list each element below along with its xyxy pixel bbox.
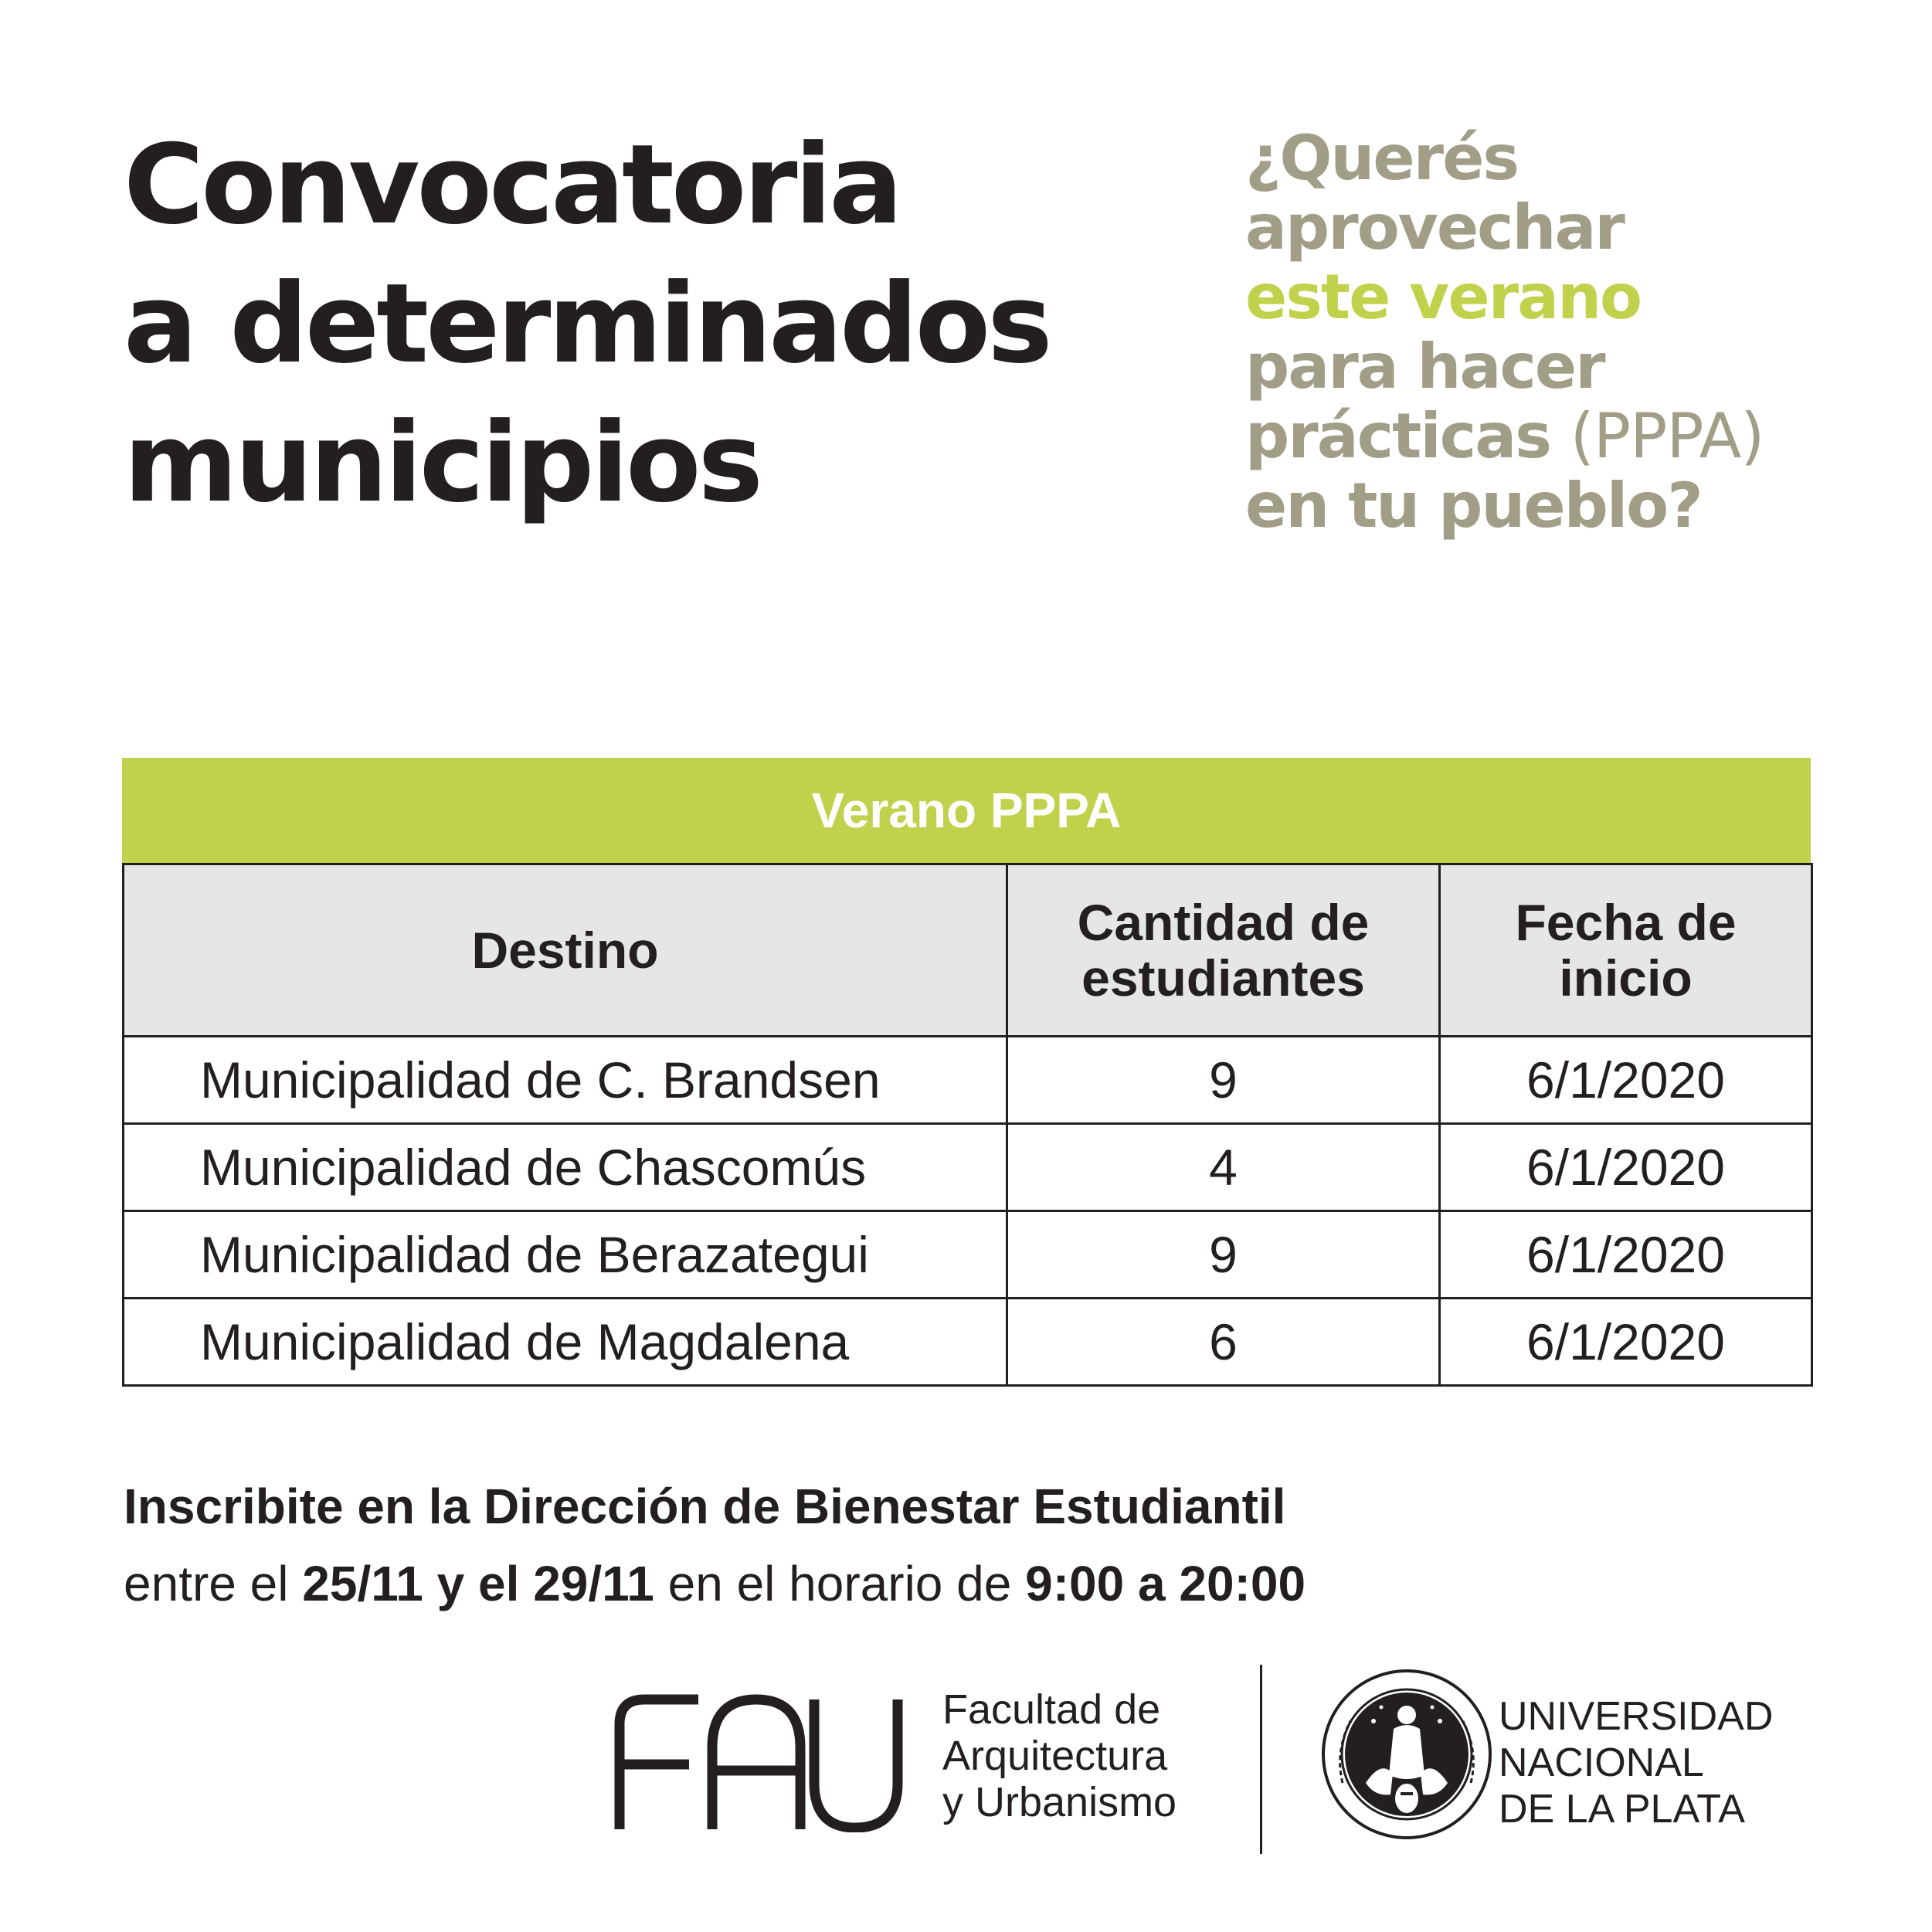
- unlp-name: [1499, 1693, 1839, 1832]
- page-title: [124, 116, 1228, 533]
- cell-destino: Municipalidad de Berazategui: [124, 1211, 1007, 1299]
- registration-line-2: [124, 1545, 1823, 1622]
- cell-cantidad: 9: [1007, 1211, 1440, 1299]
- question-line-1: ¿Querés: [1245, 122, 1518, 194]
- unlp-name-line-2: NACIONAL: [1499, 1740, 1704, 1785]
- header-fecha: Fecha de inicio: [1440, 864, 1812, 1037]
- unlp-seal-icon: [1319, 1667, 1494, 1842]
- header-cantidad: Cantidad de estudiantes: [1007, 864, 1440, 1037]
- cell-fecha: 6/1/2020: [1440, 1037, 1812, 1124]
- fau-name-line-1: Facultad de: [942, 1686, 1161, 1733]
- text-entre-el: entre el: [124, 1556, 289, 1611]
- cell-fecha: 6/1/2020: [1440, 1299, 1812, 1386]
- table-row: [124, 1211, 1812, 1299]
- cell-cantidad: 9: [1007, 1037, 1440, 1124]
- table-caption: Verano PPPA: [122, 758, 1811, 863]
- question-line-2: aprovechar: [1245, 192, 1624, 263]
- cell-destino: Municipalidad de Chascomús: [124, 1124, 1007, 1211]
- fau-name: [942, 1686, 1267, 1825]
- cell-fecha: 6/1/2020: [1440, 1124, 1812, 1211]
- fau-name-line-2: Arquitectura: [942, 1733, 1168, 1779]
- question-line-3-highlight: este verano: [1245, 261, 1641, 333]
- question-line-5: [1245, 402, 1910, 471]
- table-row: [124, 1299, 1812, 1386]
- question-pppa: (PPPA): [1570, 400, 1764, 472]
- cell-destino: Municipalidad de Magdalena: [124, 1299, 1007, 1386]
- registration-line-1: Inscribite en la Dirección de Bienestar Estudiantil: [124, 1479, 1286, 1534]
- question-line-6: en tu pueblo?: [1245, 470, 1702, 542]
- table-header-row: [124, 864, 1812, 1037]
- table-grid: [122, 863, 1813, 1387]
- title-line-1: Convocatoria: [124, 121, 900, 249]
- municipios-table: [122, 758, 1811, 1387]
- title-line-3: municipios: [124, 399, 761, 527]
- question-line-4: para hacer: [1245, 331, 1604, 402]
- fau-name-line-3: y Urbanismo: [942, 1779, 1177, 1825]
- unlp-name-line-1: UNIVERSIDAD: [1499, 1694, 1774, 1739]
- question-heading: [1245, 124, 1910, 541]
- logo-divider: [1260, 1665, 1262, 1854]
- table-row: [124, 1037, 1812, 1124]
- fau-logo-icon: [612, 1693, 905, 1832]
- title-line-2: a determinados: [124, 260, 1050, 388]
- text-horario: en el horario de: [667, 1556, 1012, 1611]
- header-destino: Destino: [124, 864, 1007, 1037]
- table-row: [124, 1124, 1812, 1211]
- cell-destino: Municipalidad de C. Brandsen: [124, 1037, 1007, 1124]
- registration-info: [124, 1468, 1823, 1622]
- unlp-name-line-3: DE LA PLATA: [1499, 1787, 1745, 1832]
- cell-cantidad: 4: [1007, 1124, 1440, 1211]
- date-range: 25/11 y el 29/11: [302, 1556, 654, 1611]
- question-practicas: prácticas: [1245, 400, 1550, 472]
- time-range: 9:00 a 20:00: [1025, 1556, 1306, 1611]
- cell-cantidad: 6: [1007, 1299, 1440, 1386]
- cell-fecha: 6/1/2020: [1440, 1211, 1812, 1299]
